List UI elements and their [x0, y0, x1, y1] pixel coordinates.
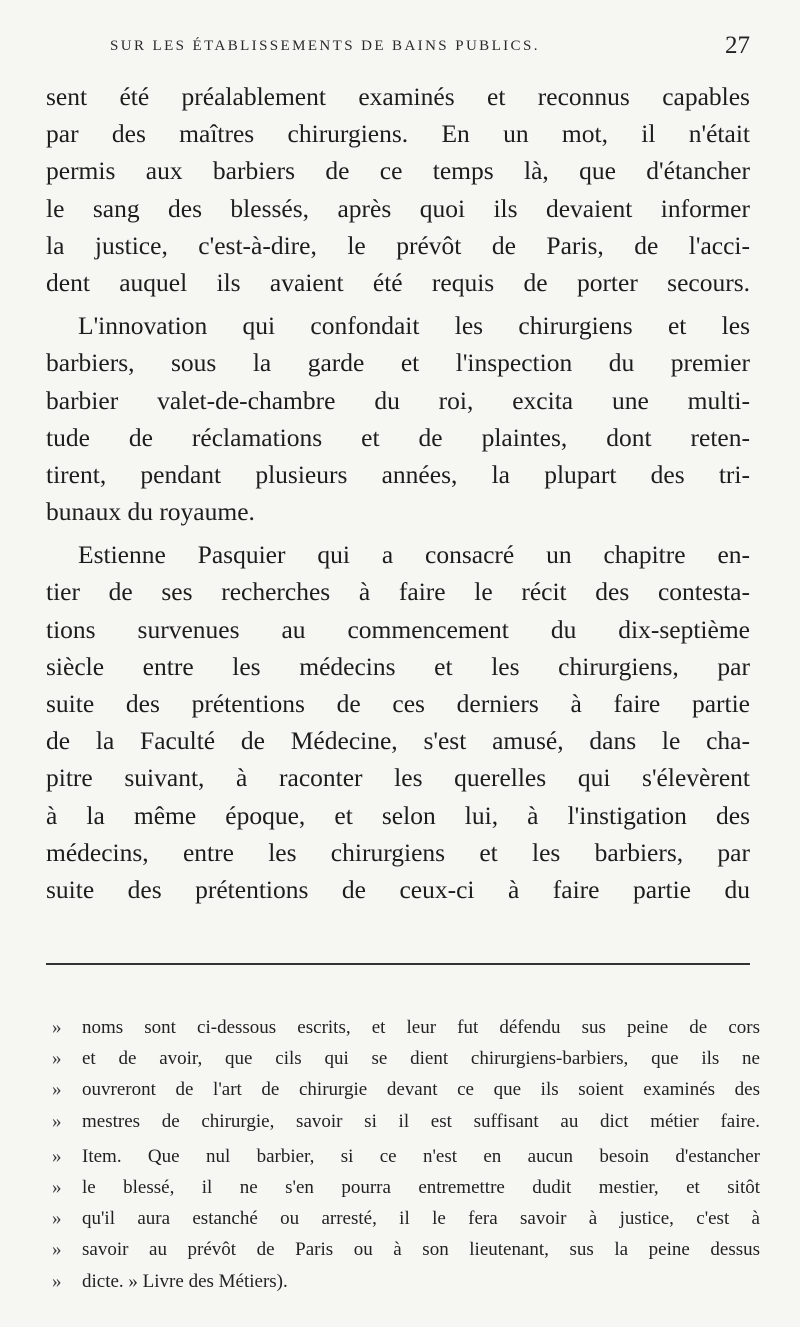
text-line: le sang des blessés, après quoi ils devaient informer: [46, 193, 750, 223]
footnote-line: [52, 1172, 760, 1203]
quote-mark: »: [52, 1048, 62, 1070]
text-line: tirent, pendant plusieurs années, la plupart des tri-: [46, 459, 750, 489]
footnote-line: [52, 1266, 760, 1297]
text-line: tier de ses recherches à faire le récit des contesta-: [46, 577, 750, 607]
quote-mark: »: [52, 1017, 62, 1038]
quote-mark: »: [52, 1239, 62, 1261]
footnote-line: [52, 1203, 760, 1234]
footnote-line: [52, 1043, 760, 1074]
text-line: de la Faculté de Médecine, s'est amusé, dans le cha-: [46, 726, 750, 756]
text-line: tions survenues au commencement du dix-septième: [46, 614, 750, 644]
quote-mark: »: [52, 1079, 62, 1101]
text-line: siècle entre les médecins et les chirurgiens, par: [46, 651, 750, 681]
text-line: sent été préalablement examinés et reconnus capables: [46, 82, 750, 111]
footnote-line-text: noms sont ci-dessous escrits, et leur fut défendu sus peine de cors: [82, 1017, 760, 1038]
text-line: suite des prétentions de ces derniers à faire partie: [46, 689, 750, 718]
text-line: barbiers, sous la garde et l'inspection du premier: [46, 348, 750, 378]
page-number: 27: [725, 32, 750, 59]
footnote-line: [52, 1141, 760, 1172]
text-line: L'innovation qui confondait les chirurgiens et les: [78, 311, 750, 341]
quote-mark: »: [52, 1145, 62, 1167]
text-line: la justice, c'est-à-dire, le prévôt de Paris, de l'acci-: [46, 230, 750, 260]
quote-mark: »: [52, 1270, 62, 1292]
text-line: tude de réclamations et de plaintes, dont reten-: [46, 422, 750, 452]
text-line: bunaux du royaume.: [46, 497, 255, 527]
footnote-line-text: et de avoir, que cils qui se dient chirurgiens-barbiers, que ils ne: [82, 1048, 760, 1070]
text-line: Estienne Pasquier qui a consacré un chapitre en-: [78, 540, 750, 570]
text-line: médecins, entre les chirurgiens et les barbiers, par: [46, 837, 750, 867]
quote-mark: »: [52, 1208, 62, 1230]
body-text: [46, 78, 750, 908]
text-line: permis aux barbiers de ce temps là, que d'étancher: [46, 156, 750, 186]
footnote-line: [52, 1106, 760, 1137]
footnote-line-text: ouvreront de l'art de chirurgie devant ce que ils soient examinés des: [82, 1079, 760, 1101]
footnote-line: [52, 1012, 760, 1043]
running-title: SUR LES ÉTABLISSEMENTS DE BAINS PUBLICS.: [110, 38, 540, 54]
quote-mark: »: [52, 1110, 62, 1132]
footnote-rule: [46, 963, 750, 965]
paragraph: [46, 307, 750, 530]
quote-mark: »: [52, 1176, 62, 1198]
text-line: par des maîtres chirurgiens. En un mot, il n'était: [46, 119, 750, 149]
footnote-line-text: qu'il aura estanché ou arresté, il le fera savoir à justice, c'est à: [82, 1208, 760, 1230]
text-line: à la même époque, et selon lui, à l'instigation des: [46, 800, 750, 830]
footnote-line: [52, 1234, 760, 1265]
text-line: dent auquel ils avaient été requis de porter secours.: [46, 267, 750, 297]
footnote-line-text: savoir au prévôt de Paris ou à son lieutenant, sus la peine dessus: [82, 1239, 760, 1261]
footnote-line: [52, 1074, 760, 1105]
paragraph: [46, 78, 750, 301]
footnote-line-text: dicte. » Livre des Métiers).: [82, 1270, 288, 1292]
footnote-line-text: le blessé, il ne s'en pourra entremettre dudit mestier, et sitôt: [82, 1176, 760, 1198]
footnote-line-text: mestres de chirurgie, savoir si il est suffisant au dict métier faire.: [82, 1110, 760, 1132]
text-line: pitre suivant, à raconter les querelles qui s'élevèrent: [46, 763, 750, 793]
paragraph: [46, 536, 750, 908]
text-line: suite des prétentions de ceux-ci à faire partie du: [46, 874, 750, 904]
running-head: [110, 34, 750, 64]
footnote: [52, 1012, 760, 1297]
footnote-line-text: Item. Que nul barbier, si ce n'est en aucun besoin d'estancher: [82, 1145, 760, 1167]
text-line: barbier valet-de-chambre du roi, excita une multi-: [46, 385, 750, 415]
